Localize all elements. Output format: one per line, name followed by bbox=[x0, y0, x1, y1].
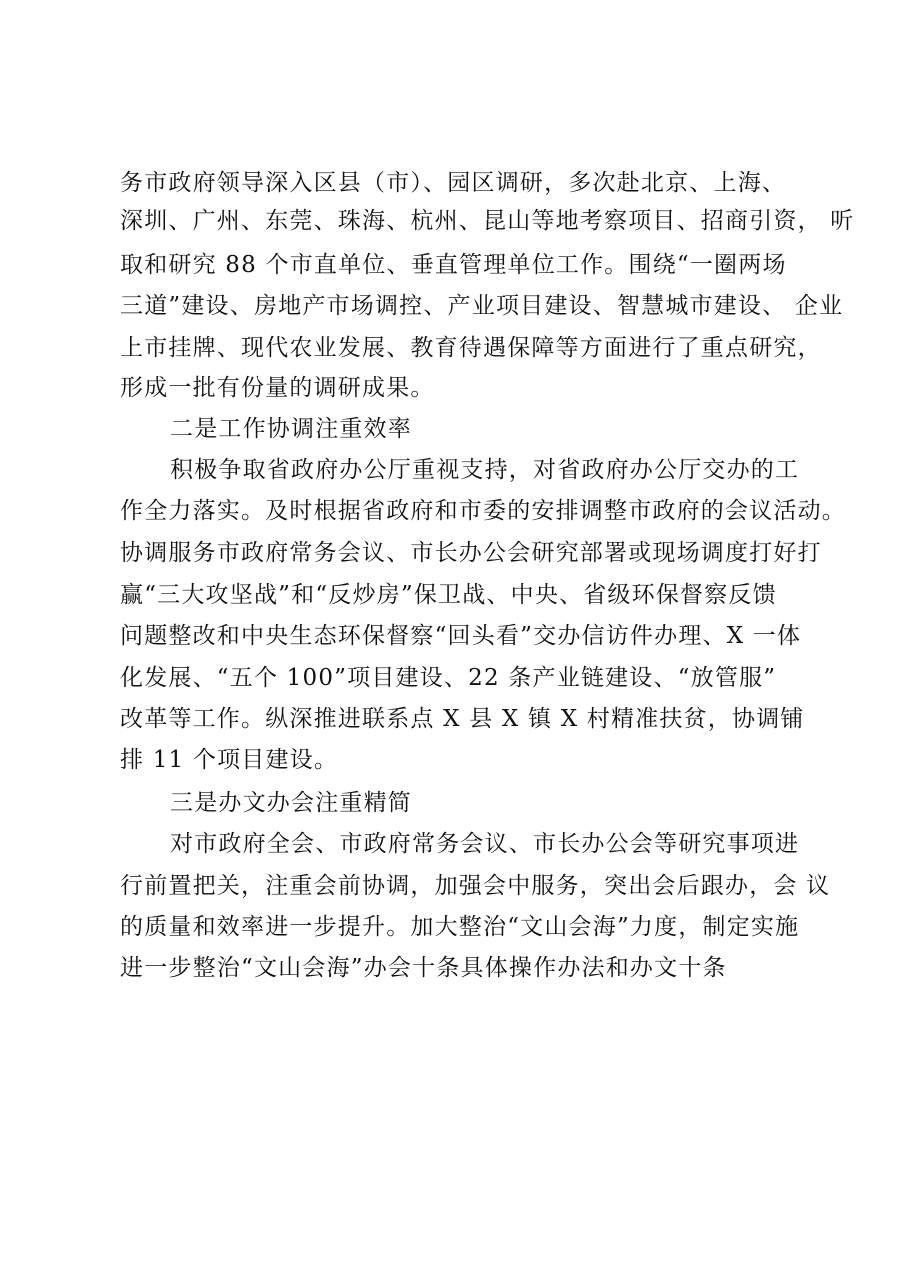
paragraph-line: 问题整改和中央生态环保督察“回头看”交办信访件办理、X 一体 bbox=[120, 623, 802, 649]
paragraph-line: 改革等工作。纵深推进联系点 X 县 X 镇 X 村精准扶贫，协调铺 bbox=[120, 706, 805, 732]
paragraph-line: 对市政府全会、市政府常务会议、市长办公会等研究事项进 bbox=[170, 831, 800, 857]
paragraph-line: 赢“三大攻坚战”和“反炒房”保卫战、中央、省级环保督察反馈 bbox=[120, 582, 777, 608]
section-heading: 二是工作协调注重效率 bbox=[170, 416, 412, 442]
paragraph-line: 三道”建设、房地产市场调控、产业项目建设、智慧城市建设、 企业 bbox=[120, 293, 844, 319]
paragraph-line: 协调服务市政府常务会议、市长办公会研究部署或现场调度打好打 bbox=[120, 540, 822, 566]
paragraph-line: 取和研究 88 个市直单位、垂直管理单位工作。围绕“一圈两场 bbox=[120, 252, 787, 278]
section-heading: 三是办文办会注重精简 bbox=[170, 790, 412, 816]
paragraph-line: 的质量和效率进一步提升。加大整治“文山会海”力度，制定实施 bbox=[120, 914, 800, 940]
paragraph-line: 行前置把关，注重会前协调，加强会中服务，突出会后跟办，会 议 bbox=[120, 873, 831, 899]
paragraph-line: 排 11 个项目建设。 bbox=[120, 747, 339, 773]
paragraph-line: 上市挂牌、现代农业发展、教育待遇保障等方面进行了重点研究， bbox=[120, 335, 822, 361]
paragraph-line: 作全力落实。及时根据省政府和市委的安排调整市政府的会议活动。 bbox=[120, 498, 846, 524]
paragraph-line: 进一步整治“文山会海”办会十条具体操作办法和办文十条 bbox=[120, 955, 727, 981]
paragraph-line: 积极争取省政府办公厅重视支持，对省政府办公厅交办的工 bbox=[170, 457, 800, 483]
paragraph-line: 务市政府领导深入区县（市）、园区调研，多次赴北京、上海、 bbox=[120, 170, 787, 196]
paragraph-line: 化发展、“五个 100”项目建设、22 条产业链建设、“放管服” bbox=[120, 665, 777, 691]
paragraph-line: 深圳、广州、东莞、珠海、杭州、昆山等地考察项目、招商引资， 听 bbox=[120, 208, 855, 234]
paragraph-line: 形成一批有份量的调研成果。 bbox=[120, 375, 435, 401]
